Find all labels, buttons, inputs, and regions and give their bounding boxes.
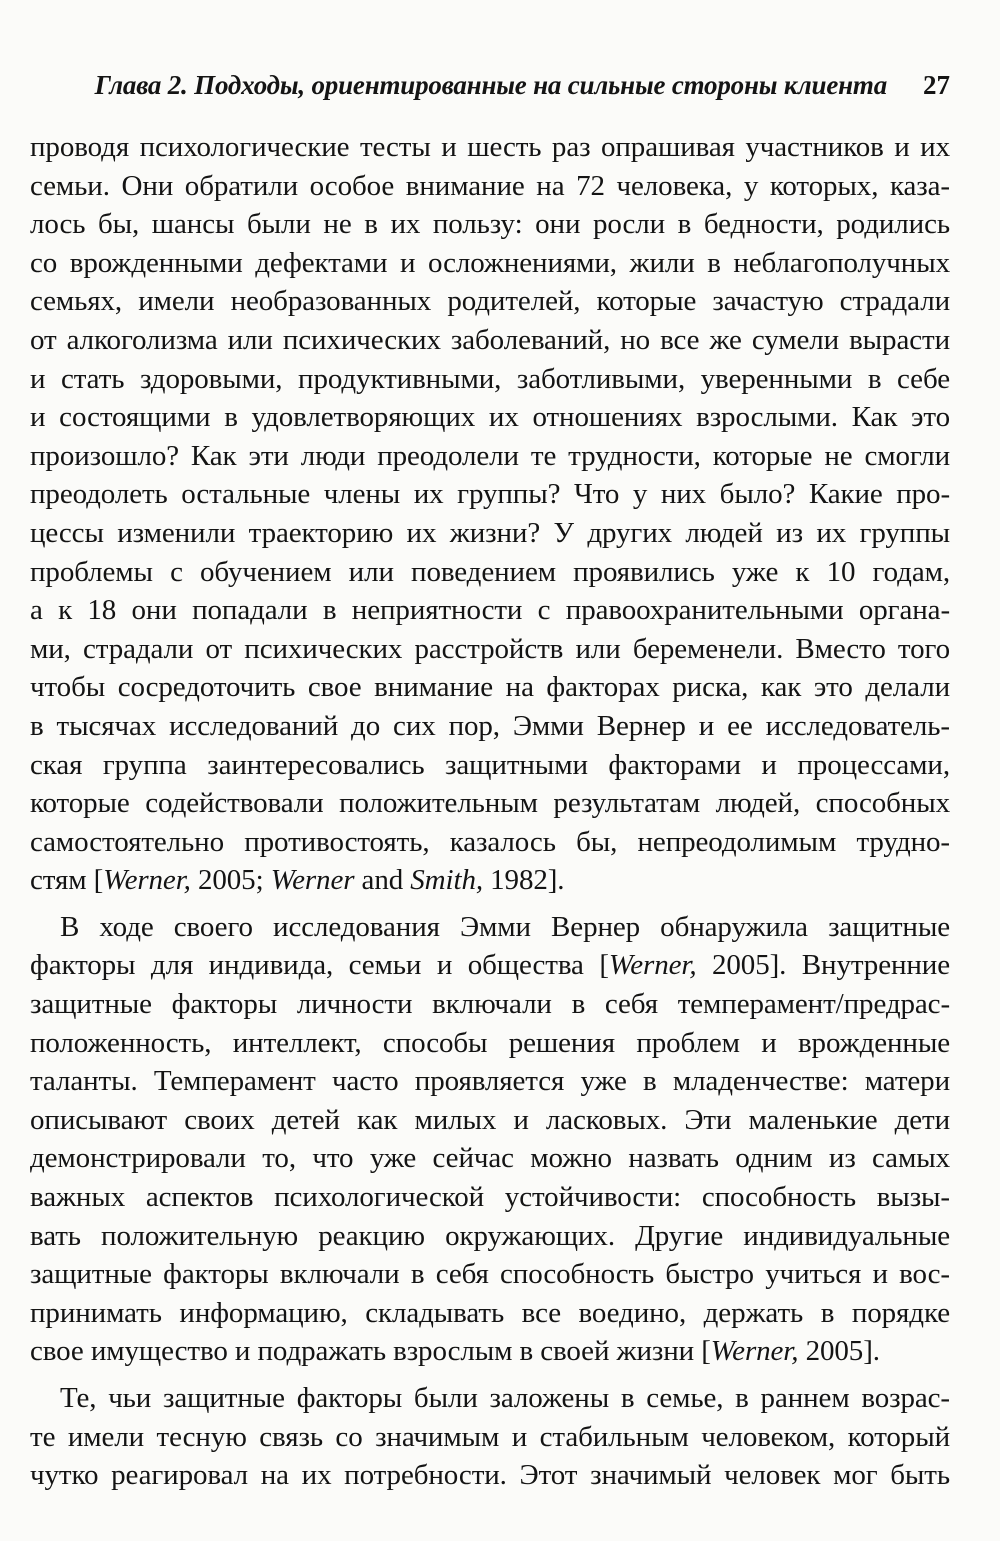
paragraph-3 bbox=[30, 1379, 950, 1495]
text-line: таланты. Темперамент часто проявляется уже в младенчестве: матери bbox=[30, 1065, 950, 1098]
text-line: от алкоголизма или психических заболеваний, но все же сумели вырасти bbox=[30, 323, 950, 356]
text-line: положенность, интеллект, способы решения проблем и врожденные bbox=[30, 1026, 950, 1059]
text-line: проблемы с обучением или поведением проявились уже к 10 годам, bbox=[30, 555, 950, 588]
text-line: ми, страдали от психических расстройств или беременели. Вместо того bbox=[30, 632, 950, 665]
text-line: защитные факторы включали в себя способность быстро учиться и вос- bbox=[30, 1258, 950, 1291]
citation-author: Werner, bbox=[710, 1335, 799, 1368]
text-line-citation: свое имущество и подражать взрослым в своей жизни [Werner, 2005]. bbox=[30, 1335, 880, 1368]
body-text bbox=[30, 128, 950, 1495]
text-line-citation: стям [Werner, 2005; Werner and Smith, 1982]. bbox=[30, 864, 565, 897]
citation-author: Smith, bbox=[410, 864, 483, 897]
paragraph-1 bbox=[30, 128, 950, 900]
text-line: демонстрировали то, что уже сейчас можно назвать одним из самых bbox=[30, 1142, 950, 1175]
text-line: Те, чьи защитные факторы были заложены в семье, в раннем возрас- bbox=[60, 1382, 950, 1414]
text-line: описывают своих детей как милых и ласковых. Эти маленькие дети bbox=[30, 1103, 950, 1136]
text-line: чутко реагировал на их потребности. Этот значимый человек мог быть bbox=[30, 1459, 950, 1492]
text-line: проводя психологические тесты и шесть раз опрашивая участников и их bbox=[30, 131, 950, 163]
text-line: со врожденными дефектами и осложнениями, жили в неблагополучных bbox=[30, 246, 950, 279]
text-line: а к 18 они попадали в неприятности с правоохранительными органа- bbox=[30, 594, 950, 627]
page-number: 27 bbox=[923, 70, 950, 100]
text-line-citation: факторы для индивида, семьи и общества [Werner, 2005]. Внутренние bbox=[30, 949, 950, 982]
citation-author: Werner, bbox=[608, 949, 697, 982]
text-line: произошло? Как эти люди преодолели те трудности, которые не смогли bbox=[30, 439, 950, 472]
running-header bbox=[30, 70, 950, 110]
text-line: и состоящими в удовлетворяющих их отношениях взрослыми. Как это bbox=[30, 401, 950, 434]
text-line: В ходе своего исследования Эмми Вернер обнаружила защитные bbox=[60, 910, 950, 943]
text-line: вать положительную реакцию окружающих. Другие индивидуальные bbox=[30, 1219, 950, 1252]
text-line: самостоятельно противостоять, казалось бы, непреодолимым трудно- bbox=[30, 825, 950, 858]
text-line: защитные факторы личности включали в себя темперамент/предрас- bbox=[30, 988, 950, 1021]
citation-author: Werner, bbox=[103, 864, 191, 897]
paragraph-2 bbox=[30, 908, 950, 1371]
text-line: принимать информацию, складывать все воедино, держать в порядке bbox=[30, 1296, 950, 1329]
text-line: чтобы сосредоточить свое внимание на факторах риска, как это делали bbox=[30, 671, 950, 704]
text-line: семьи. Они обратили особое внимание на 72 человека, у которых, каза- bbox=[30, 169, 950, 202]
text-line: те имели тесную связь со значимым и стабильным человеком, который bbox=[30, 1420, 950, 1453]
text-line: которые содействовали положительным результатам людей, способных bbox=[30, 787, 950, 820]
text-line: лось бы, шансы были не в их пользу: они росли в бедности, родились bbox=[30, 208, 950, 241]
text-line: важных аспектов психологической устойчивости: способность вызы- bbox=[30, 1181, 950, 1214]
chapter-title: Глава 2. Подходы, ориентированные на сильные стороны клиента bbox=[94, 70, 887, 100]
text-line: ская группа заинтересовались защитными факторами и процессами, bbox=[30, 748, 950, 781]
text-line: преодолеть остальные члены их группы? Что у них было? Какие про- bbox=[30, 478, 950, 511]
text-line: цессы изменили траекторию их жизни? У других людей из их группы bbox=[30, 516, 950, 549]
citation-author: Werner bbox=[270, 864, 355, 897]
text-line: и стать здоровыми, продуктивными, заботливыми, уверенными в себе bbox=[30, 362, 950, 395]
text-line: семьях, имели необразованных родителей, которые зачастую страдали bbox=[30, 285, 950, 318]
text-line: в тысячах исследований до сих пор, Эмми Вернер и ее исследователь- bbox=[30, 709, 950, 742]
